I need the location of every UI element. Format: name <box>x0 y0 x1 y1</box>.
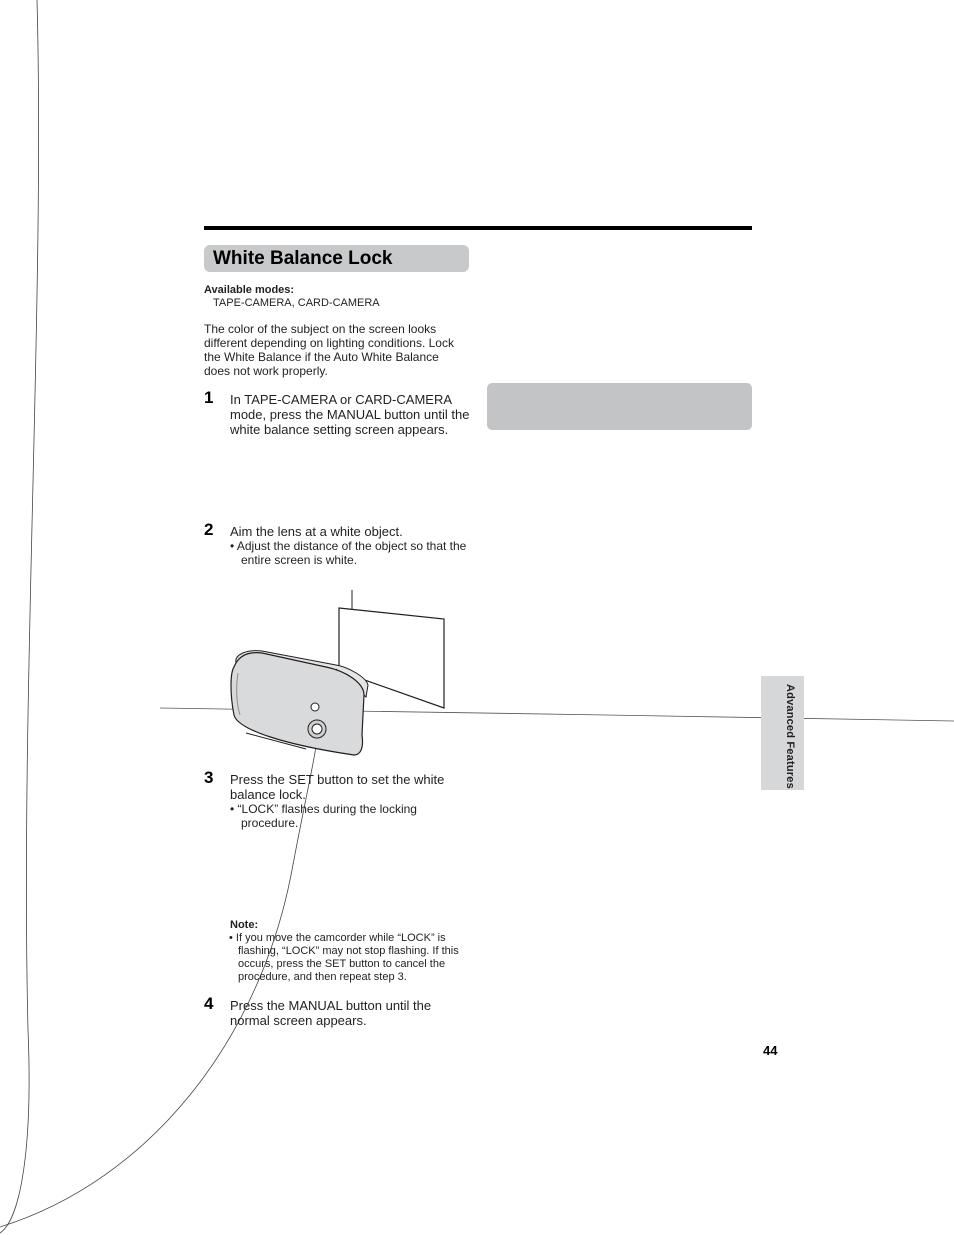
side-tab <box>761 676 804 790</box>
side-tab-label: Advanced Features <box>784 684 796 789</box>
step-bullet-text: “LOCK” flashes during the locking procedure. <box>237 802 417 830</box>
camcorder-illustration <box>226 585 450 760</box>
available-modes-label: Available modes: <box>204 284 295 296</box>
step-bullet <box>230 802 473 830</box>
page-curl-line <box>0 0 39 1233</box>
step-bullet <box>230 539 473 567</box>
note-text <box>229 932 478 984</box>
section-top-rule <box>204 226 752 230</box>
step-text: Press the MANUAL button until the normal screen appears. <box>230 998 432 1028</box>
step-number: 3 <box>204 768 214 787</box>
step-text: Aim the lens at a white object. <box>230 524 403 539</box>
bullet-glyph: • <box>229 932 233 944</box>
step-bullet-text: Adjust the distance of the object so that the entire screen is white. <box>236 539 467 567</box>
page-number: 44 <box>763 1043 778 1058</box>
step-number: 2 <box>204 520 214 539</box>
available-modes-value: TAPE-CAMERA, CARD-CAMERA <box>213 297 380 309</box>
step-number: 1 <box>204 388 214 407</box>
step-text: Press the SET button to set the white balance lock. <box>230 772 445 802</box>
bullet-glyph: • <box>230 539 235 553</box>
step-text: In TAPE-CAMERA or CARD-CAMERA mode, press the MANUAL button until the white balance setting screen appears. <box>230 392 470 437</box>
section-title: White Balance Lock <box>213 248 393 269</box>
intro-paragraph: The color of the subject on the screen looks different depending on lighting conditions. Lock the White Balance if the Auto White Balance does not work properly. <box>204 322 454 378</box>
bullet-glyph: • <box>230 802 235 816</box>
note-label: Note: <box>230 919 259 931</box>
right-column-gray-box <box>487 383 752 430</box>
step-number: 4 <box>204 994 214 1013</box>
note-body: If you move the camcorder while “LOCK” is flashing, “LOCK” may not stop flashing. If this occurs, press the SET button to cancel the procedure, and then repeat step 3. <box>235 932 459 983</box>
